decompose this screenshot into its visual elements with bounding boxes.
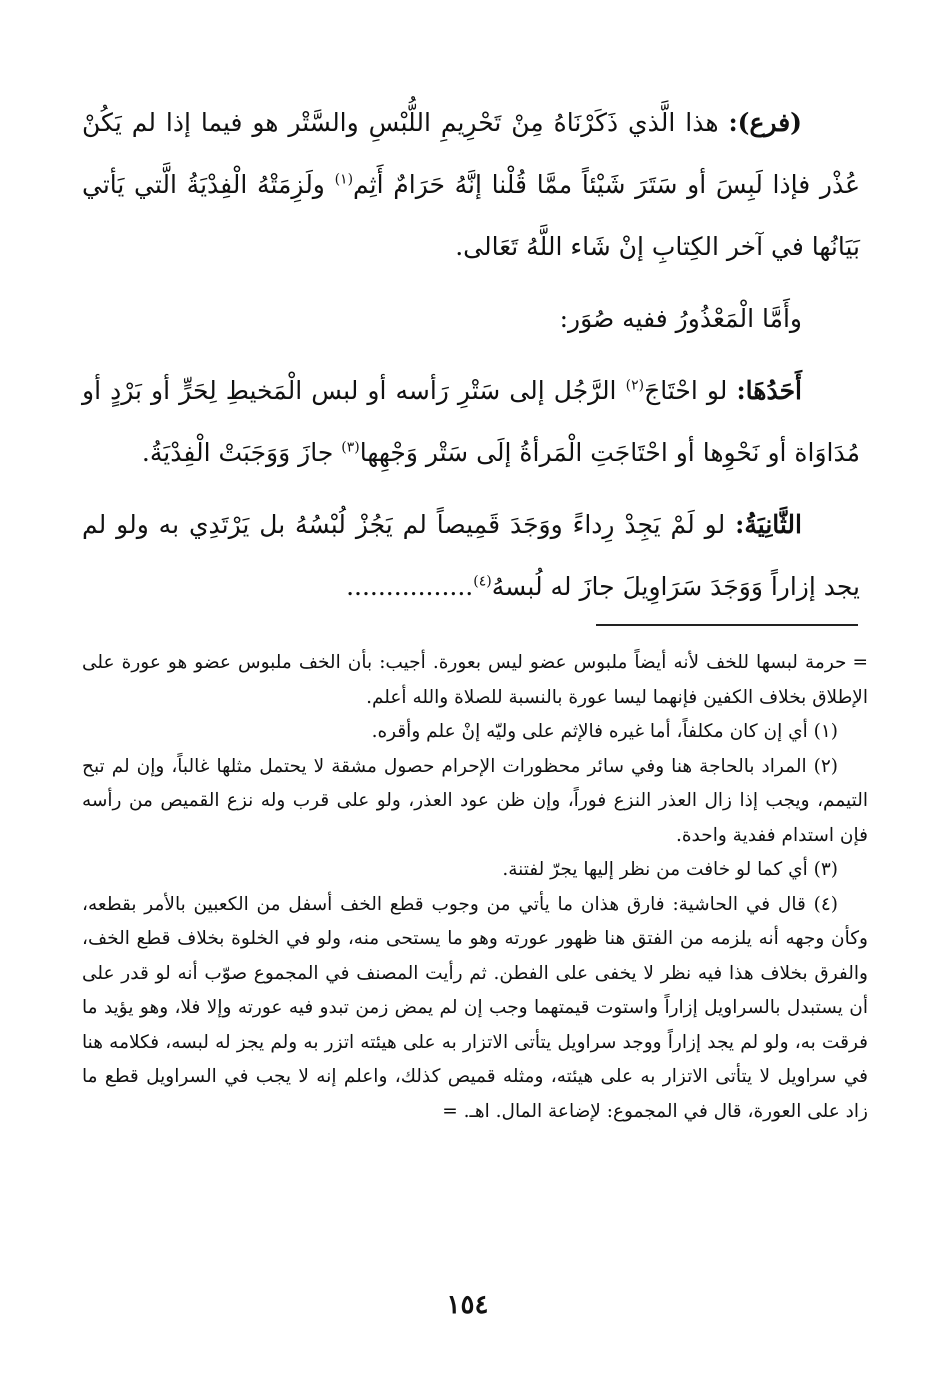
paragraph-excused [82, 288, 860, 350]
paragraph-text: الرَّجُل إلى سَتْرِ رَأسه أو لبس الْمَخيطِ لِحَرٍّ أو بَرْدٍ أو مُدَاوَاة أو نَحْوِها أو احْتَاجَتِ الْمَرأةُ إلَى سَتْر وَجْهِها [82, 376, 860, 467]
paragraph-text: هذا الَّذي ذَكَرْنَاهُ مِنْ تَحْرِيمِ اللُّبْسِ والسَّتْر هو فيما إذا لم يَكُنْ عُذْر فإذا لَبِسَ أو سَتَرَ شَيْئاً ممَّا قُلْنا إنَّهُ حَرَامٌ أَثِم [82, 108, 861, 199]
paragraph-branch [82, 92, 860, 278]
footnote-1 [82, 715, 868, 750]
footnote-ref: (٣) [341, 439, 360, 456]
paragraph-second-case [82, 494, 860, 618]
footnote-2 [82, 750, 868, 854]
footnote-divider [596, 624, 858, 626]
footnotes [82, 646, 868, 1129]
footnote-4 [82, 888, 868, 1130]
main-text [82, 92, 860, 628]
footnote-text: المراد بالحاجة هنا وفي سائر محظورات الإحرام حصول مشقة لا يحتمل مثلها غالباً، وإن لم تبح التيمم، ويجب إذا زال العذر النزع فوراً، وإن ظن عود العذر، ولو على قرب وله نزع القميص من رأسه فإن استدام ففدية واحدة. [82, 755, 868, 846]
footnote-text: أي كما لو خافت من نظر إليها يجرّ لفتنة. [502, 859, 814, 880]
page-number: ١٥٤ [446, 1290, 489, 1320]
footnote-ref: (٢) [625, 377, 645, 394]
footnote-continuation [82, 646, 868, 715]
paragraph-first-case [82, 360, 860, 484]
footnote-text: قال في الحاشية: فارق هذان ما يأتي من وجوب قطع الخف أسفل من الكعبين بالأمر بقطعه، وكأن وجهه أنه يلزمه من الفتق هنا ظهور عورته وهو ما يستحى منه، ولو في الخلوة بخلاف قطع الخف، والفرق بخلاف هذا فيه نظر لا يخفى على الفطن. ثم رأيت المصنف في المجموع صوّب أنه لو قدر على أن يستبدل بالسراويل إزاراً واستوت قيمتهما وجب إن لم يمض زمن تبدو فيه عورته وإلا فلا، وهو يؤيد ما فرقت به، ولو لم يجد إزاراً ووجد سراويل يتأتى الاتزار به على هيئته اتزر به ولم يجز له لبسه، فكلامه هنا في سراويل لا يتأتى الاتزار به على هيئته، ومثله قميص كذلك، واعلم إنه لا يجب في السراويل قطع ما زاد على العورة، قال في المجموع: لإضاعة المال. اهـ. [82, 893, 868, 1122]
footnote-number: (٢) [813, 755, 838, 777]
footnote-text: حرمة لبسها للخف لأنه أيضاً ملبوس عضو ليس بعورة. أجيب: بأن الخف ملبوس عضو هو عورة على الإطلاق بخلاف الكفين فإنهما ليسا عورة بالنسبة للصلاة والله أعلم. [82, 652, 868, 708]
paragraph-lead: الثَّانِيَةُ: [735, 510, 802, 539]
continuation-mark: = [852, 652, 868, 673]
footnote-number: (٣) [813, 859, 838, 880]
paragraph-text: وأَمَّا الْمَعْذُورُ ففيه صُوَر: [559, 304, 802, 333]
paragraph-text: لو احْتَاجَ [644, 376, 737, 405]
paragraph-text: جازَ وَوَجَبَتْ الْفِدْيَةُ. [141, 438, 342, 467]
footnote-number: (١) [813, 721, 838, 742]
footnote-ref: (١) [334, 171, 354, 188]
paragraph-lead: أَحَدُهَا: [736, 376, 803, 405]
footnote-text: أي إن كان مكلفاً، أما غيره فالإثم على وليّه إنْ علم وأقره. [371, 721, 814, 742]
continuation-dots: ................ [346, 572, 474, 601]
paragraph-text: ولَزِمَتْهُ الْفِدْيَةُ الَّتي يَأتي بَيَانُها في آخر الكِتابِ إنْ شَاء اللَّهُ تَعَالى. [82, 170, 860, 261]
paragraph-lead: (فرع): [728, 108, 802, 137]
footnote-3 [82, 853, 868, 888]
footnote-number: (٤) [813, 893, 838, 915]
paragraph-text: لو لَمْ يَجِدْ رِداءً ووَجَدَ قَمِيصاً لم يَجُزْ لُبْسُهُ بل يَرْتَدِي به ولو لم يجد إزاراً وَوَجَدَ سَرَاوِيلَ جازَ له لُبسهُ [82, 510, 860, 601]
footnote-ref: (٤) [473, 573, 492, 590]
continuation-mark: = [442, 1100, 458, 1122]
